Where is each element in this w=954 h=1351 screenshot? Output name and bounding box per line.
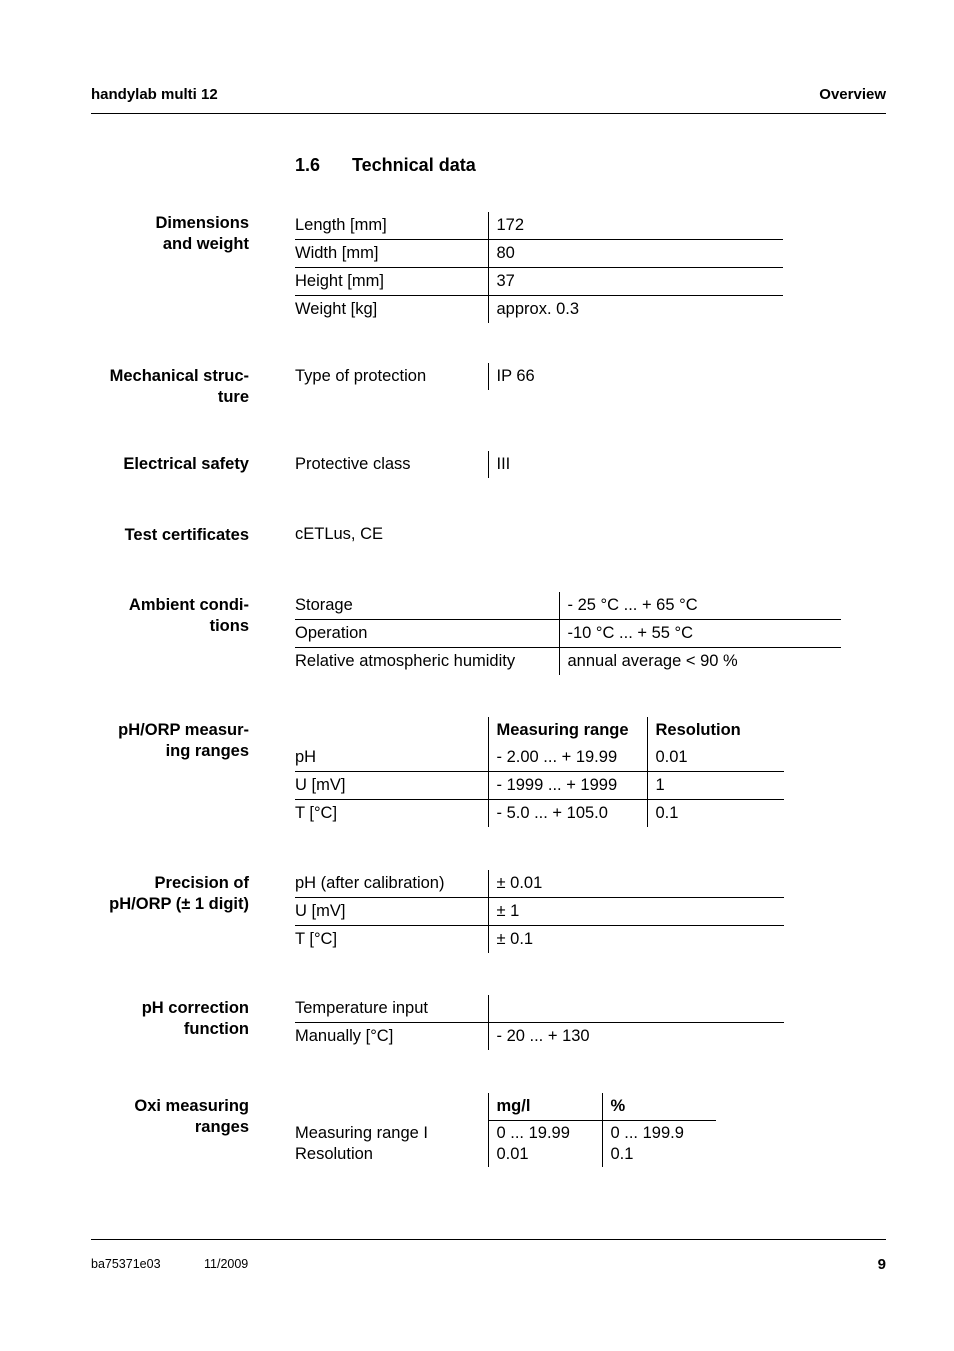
table-header-row	[295, 717, 784, 744]
table-row: Height [mm] 37	[295, 268, 783, 296]
ph-correction-table	[295, 995, 784, 1050]
section-title: Technical data	[352, 155, 476, 175]
section-heading	[295, 155, 476, 176]
mechanical-label: Mechanical struc- ture	[109, 367, 249, 406]
page-number: 9	[877, 1256, 886, 1273]
mechanical-table	[295, 363, 783, 390]
column-header: %	[602, 1093, 716, 1121]
table-row: Relative atmospheric humidity annual average < 90 %	[295, 648, 841, 676]
table-row: Storage - 25 °C ... + 65 °C	[295, 592, 841, 620]
precision-table	[295, 870, 784, 953]
table-row: Weight [kg] approx. 0.3	[295, 296, 783, 324]
table-row: Protective class III	[295, 451, 783, 478]
column-header: Resolution	[647, 717, 784, 744]
table-row: pH (after calibration) ± 0.01	[295, 870, 784, 898]
table-row: Manually [°C] - 20 ... + 130	[295, 1023, 784, 1051]
oxi-label: Oxi measuring ranges	[134, 1097, 249, 1136]
table-row: Length [mm] 172	[295, 212, 783, 240]
footer-doc-id: ba75371e03	[91, 1257, 161, 1271]
table-row: Type of protection IP 66	[295, 363, 783, 390]
certificates-value: cETLus, CE	[295, 525, 384, 543]
table-row: U [mV] ± 1	[295, 898, 784, 926]
header-rule	[91, 113, 886, 114]
table-row: Temperature input	[295, 995, 784, 1023]
header-title: handylab multi 12	[91, 86, 218, 103]
certificates-label: Test certificates	[124, 526, 249, 544]
table-row: Width [mm] 80	[295, 240, 783, 268]
electrical-label: Electrical safety	[123, 455, 249, 473]
ph-correction-label: pH correction function	[141, 999, 249, 1038]
table-row: pH - 2.00 ... + 19.99 0.01	[295, 744, 784, 772]
dimensions-label: Dimensions and weight	[155, 214, 249, 253]
ph-ranges-label: pH/ORP measur- ing ranges	[118, 721, 249, 760]
ambient-label: Ambient condi- tions	[128, 596, 249, 635]
column-header: Measuring range	[488, 717, 647, 744]
dimensions-table	[295, 212, 783, 323]
header-chapter: Overview	[819, 86, 886, 103]
ph-ranges-table	[295, 717, 784, 827]
table-row: T [°C] ± 0.1	[295, 926, 784, 954]
oxi-table	[295, 1093, 716, 1167]
table-row: Measuring range I Resolution 0 ... 19.99 0.01 0 ... 199.9 0.1	[295, 1121, 716, 1168]
ambient-table	[295, 592, 841, 675]
table-row: T [°C] - 5.0 ... + 105.0 0.1	[295, 800, 784, 828]
precision-label: Precision of pH/ORP (± 1 digit)	[109, 874, 249, 913]
footer-rule	[91, 1239, 886, 1240]
table-row: U [mV] - 1999 ... + 1999 1	[295, 772, 784, 800]
table-header-row	[295, 1093, 716, 1121]
table-row: Operation -10 °C ... + 55 °C	[295, 620, 841, 648]
electrical-table	[295, 451, 783, 478]
footer-date: 11/2009	[204, 1257, 249, 1271]
column-header: mg/l	[488, 1093, 602, 1121]
section-number: 1.6	[295, 155, 321, 175]
